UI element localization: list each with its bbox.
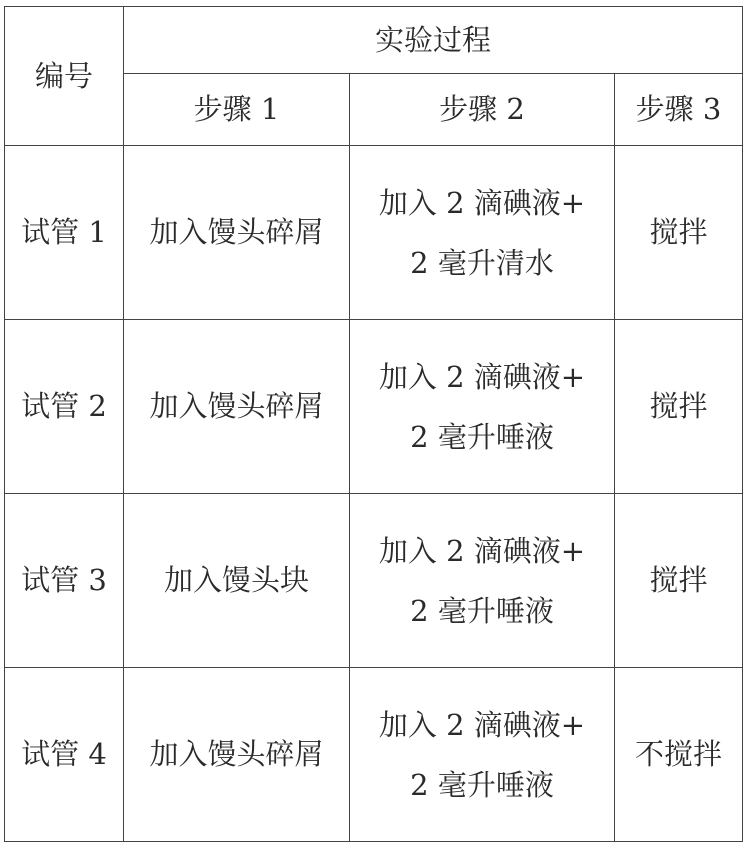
table-row xyxy=(5,494,743,668)
header-row-1 xyxy=(5,7,743,74)
process-header: 实验过程 xyxy=(124,7,743,74)
step2-cell xyxy=(350,320,615,494)
tube-label: 试管 1 xyxy=(5,146,124,320)
step2-header: 步骤 2 xyxy=(350,74,615,146)
step3-cell: 搅拌 xyxy=(615,320,743,494)
table-row xyxy=(5,320,743,494)
step1-header: 步骤 1 xyxy=(124,74,350,146)
step3-header: 步骤 3 xyxy=(615,74,743,146)
experiment-table xyxy=(4,6,743,842)
step2-cell xyxy=(350,146,615,320)
step3-cell: 搅拌 xyxy=(615,494,743,668)
step2-line1: 加入 2 滴碘液+ xyxy=(378,359,586,394)
step3-cell: 搅拌 xyxy=(615,146,743,320)
step1-cell: 加入馒头块 xyxy=(124,494,350,668)
table-row xyxy=(5,668,743,842)
step1-cell: 加入馒头碎屑 xyxy=(124,146,350,320)
table-row xyxy=(5,146,743,320)
step3-cell: 不搅拌 xyxy=(615,668,743,842)
step1-cell: 加入馒头碎屑 xyxy=(124,320,350,494)
step2-cell xyxy=(350,494,615,668)
step2-cell xyxy=(350,668,615,842)
step2-line1: 加入 2 滴碘液+ xyxy=(378,533,586,568)
id-column-header: 编号 xyxy=(5,7,124,146)
step1-cell: 加入馒头碎屑 xyxy=(124,668,350,842)
step2-line1: 加入 2 滴碘液+ xyxy=(378,707,586,742)
step2-line2: 2 毫升清水 xyxy=(410,245,554,280)
tube-label: 试管 3 xyxy=(5,494,124,668)
step2-line2: 2 毫升唾液 xyxy=(410,419,554,454)
step2-line2: 2 毫升唾液 xyxy=(410,593,554,628)
tube-label: 试管 4 xyxy=(5,668,124,842)
step2-line1: 加入 2 滴碘液+ xyxy=(378,185,586,220)
tube-label: 试管 2 xyxy=(5,320,124,494)
step2-line2: 2 毫升唾液 xyxy=(410,767,554,802)
